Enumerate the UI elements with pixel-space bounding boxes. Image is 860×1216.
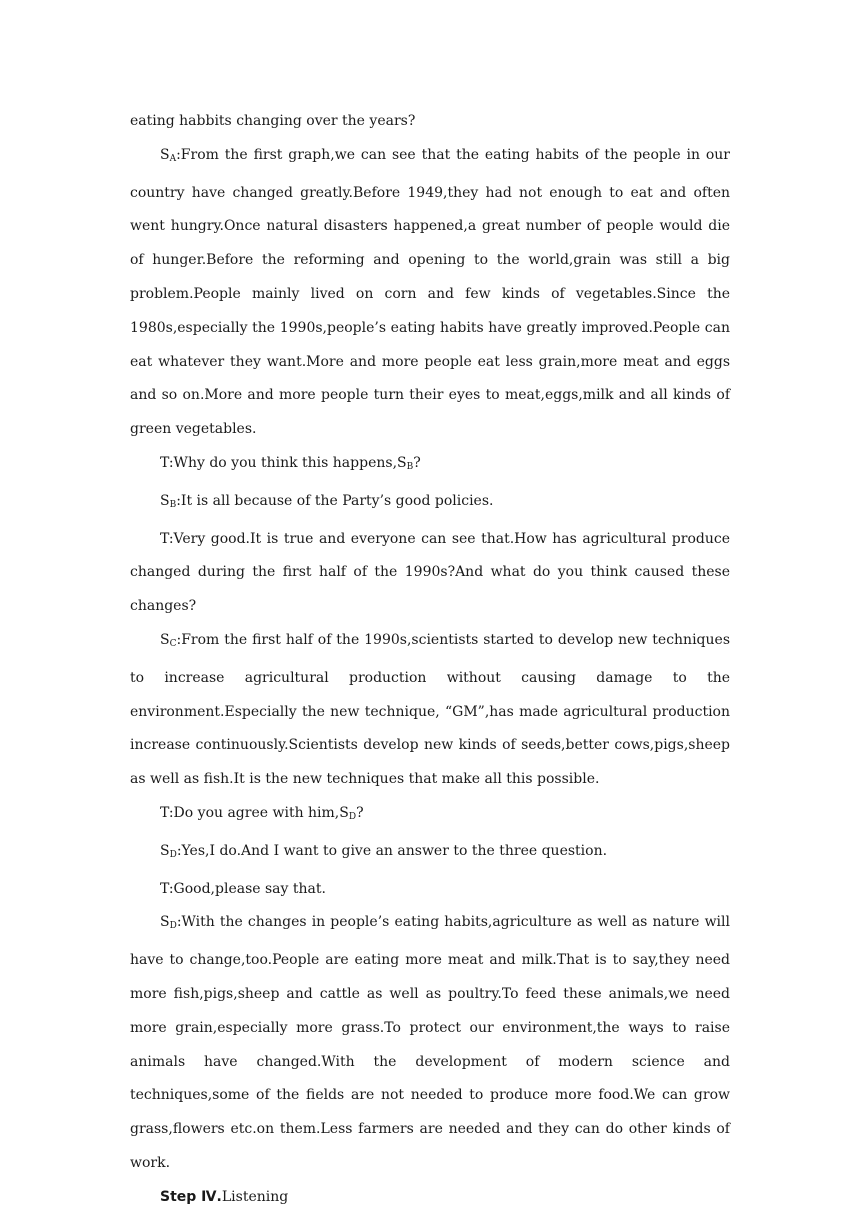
paragraph-sa-answer bbox=[130, 139, 730, 447]
paragraph-teacher-prompt bbox=[130, 873, 730, 907]
speaker-letter: S bbox=[160, 842, 170, 859]
paragraph-text: :From the first graph,we can see that the eating habits of the people in our country have changed greatly.Before 1949,they had not enough to eat and often went hungry.Once natural disasters happened,a great number of people would die of hunger.Before the reforming and opening to the world,grain was still a big problem.People mainly lived on corn and few kinds of vegetables.Since the 1980s,especially the 1990s,people’s eating habits have greatly improved.People can eat whatever they want.More and more people eat less grain,more meat and eggs and so on.More and more people turn their eyes to meat,eggs,milk and all kinds of green vegetables. bbox=[130, 146, 730, 438]
paragraph-text: T:Very good.It is true and everyone can see that.How has agricultural produce changed during the first half of the 1990s?And what do you think caused these changes? bbox=[130, 530, 730, 615]
speaker-subscript: B bbox=[169, 499, 177, 510]
paragraph-text: T:Good,please say that. bbox=[160, 880, 326, 897]
paragraph-text: T:Why do you think this happens,S bbox=[160, 454, 407, 471]
paragraph-tail: ? bbox=[413, 454, 421, 471]
step-text: Listening bbox=[221, 1188, 289, 1205]
speaker-subscript: D bbox=[348, 811, 357, 822]
paragraph-text: :It is all because of the Party’s good policies. bbox=[176, 492, 494, 509]
paragraph-sd-answer bbox=[130, 835, 730, 873]
paragraph-sb-answer bbox=[130, 485, 730, 523]
speaker-letter: S bbox=[160, 631, 170, 648]
paragraph-sc-answer bbox=[130, 624, 730, 797]
step-heading bbox=[130, 1181, 730, 1215]
paragraph-text: :With the changes in people’s eating habits,agriculture as well as nature will have to change,too.People are eating more meat and milk.That is to say,they need more fish,pigs,sheep and cattle as well as poultry.To feed these animals,we need more grain,especially more grass.To protect our environment,the ways to raise animals have changed.With the development of modern science and techniques,some of the fields are not needed to produce more food.We can grow grass,flowers etc.on them.Less farmers are needed and they can do other kinds of work. bbox=[130, 914, 730, 1171]
paragraph-text: eating habbits changing over the years? bbox=[130, 113, 416, 129]
paragraph-teacher-question bbox=[130, 797, 730, 835]
speaker-subscript: D bbox=[169, 849, 177, 860]
speaker-subscript: A bbox=[169, 153, 177, 164]
paragraph-sd-answer bbox=[130, 906, 730, 1180]
speaker-subscript: B bbox=[406, 461, 414, 472]
speaker-letter: S bbox=[160, 914, 170, 931]
paragraph-continuation bbox=[130, 105, 730, 139]
paragraph-text: :From the first half of the 1990s,scientists started to develop new techniques to increase agricultural production without causing damage to the environment.Especially the new technique, “GM”,has made agricultural production increase continuously.Scientists develop new kinds of seeds,better cows,pigs,sheep as well as fish.It is the new techniques that make all this possible. bbox=[130, 631, 730, 788]
paragraph-teacher-question bbox=[130, 447, 730, 485]
paragraph-text: :Yes,I do.And I want to give an answer to the three question. bbox=[176, 842, 608, 859]
speaker-subscript: D bbox=[169, 921, 177, 932]
step-label: Step Ⅳ. bbox=[160, 1188, 222, 1205]
paragraph-teacher-question bbox=[130, 523, 730, 624]
speaker-subscript: C bbox=[169, 638, 177, 649]
paragraph-text: T:Do you agree with him,S bbox=[160, 804, 349, 821]
paragraph-tail: ? bbox=[356, 804, 364, 821]
speaker-letter: S bbox=[160, 146, 170, 163]
speaker-letter: S bbox=[160, 492, 170, 509]
document-body bbox=[130, 105, 730, 1215]
